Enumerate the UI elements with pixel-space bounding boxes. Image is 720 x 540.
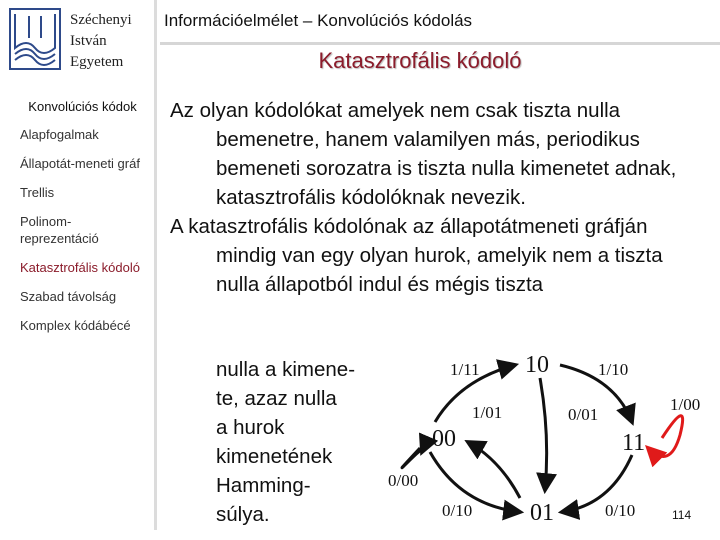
logo-line-2: István [70,33,107,49]
edge-label-1-10: 1/10 [598,360,629,379]
edge-10-to-01 [540,378,547,490]
header-divider [160,42,720,45]
body-paragraph-2: A katasztrofális kódolónak az állapotátmeneti gráfján mindig van egy olyan hurok, amelyik nem a tiszta nulla állapotból indul és mégis tiszta [170,215,663,296]
state-11: 11 [622,430,646,456]
nav-heading: Konvolúciós kódok [28,99,137,114]
nav-item-trellis[interactable]: Trellis [20,185,55,200]
logo-line-1: Széchenyi [70,12,132,28]
page-number: 114 [672,508,692,522]
nav-item-alapfogalmak[interactable]: Alapfogalmak [20,127,99,142]
edge-01-to-00 [468,442,520,498]
nav-item-allapotatmeneti-graf[interactable]: Állapotát-meneti gráf [20,156,140,171]
edge-label-1-01: 1/01 [472,403,503,422]
edge-label-0-00: 0/00 [388,471,419,490]
body-line: a hurok [216,416,285,439]
edge-label-1-00: 1/00 [670,395,701,414]
edge-label-0-10-right: 0/10 [605,501,636,520]
state-10: 10 [525,352,549,378]
slide-body [170,96,710,299]
edge-00-loop [402,448,423,468]
slide-title: Katasztrofális kódoló [318,48,522,73]
state-01: 01 [530,500,554,526]
edge-label-0-10-left: 0/10 [442,501,473,520]
sidebar-divider [154,0,157,530]
body-line: kimenetének [216,445,333,468]
state-transition-diagram [350,340,710,530]
body-line: Hamming- [216,474,311,497]
nav-item-komplex-kodabece[interactable]: Komplex kódábécé [20,318,131,333]
nav-item-polinom-reprezentacio[interactable]: Polinom-reprezentáció [20,214,99,246]
edge-label-1-11: 1/11 [450,360,480,379]
body-line: nulla a kimene- [216,358,356,381]
nav-item-szabad-tavolsag[interactable]: Szabad távolság [20,289,117,304]
body-paragraph-1: Az olyan kódolókat amelyek nem csak tiszta nulla bemenetre, hanem valamilyen más, periodikus bemeneti sorozatra is tiszta nulla kimenetet adnak, katasztrofális kódolóknak nevezik. [170,99,677,209]
course-title: Információelmélet – Konvolúciós kódolás [164,11,473,30]
edge-label-0-01: 0/01 [568,405,599,424]
logo-line-3: Egyetem [70,54,124,70]
sidebar [0,0,152,540]
body-line: te, azaz nulla [216,387,337,410]
body-line: súlya. [216,503,270,526]
nav-item-katasztrofalis-kodolo[interactable]: Katasztrofális kódoló [20,260,140,275]
sidebar-nav [20,98,145,346]
edge-11-loop [648,416,683,457]
state-00: 00 [432,426,456,452]
